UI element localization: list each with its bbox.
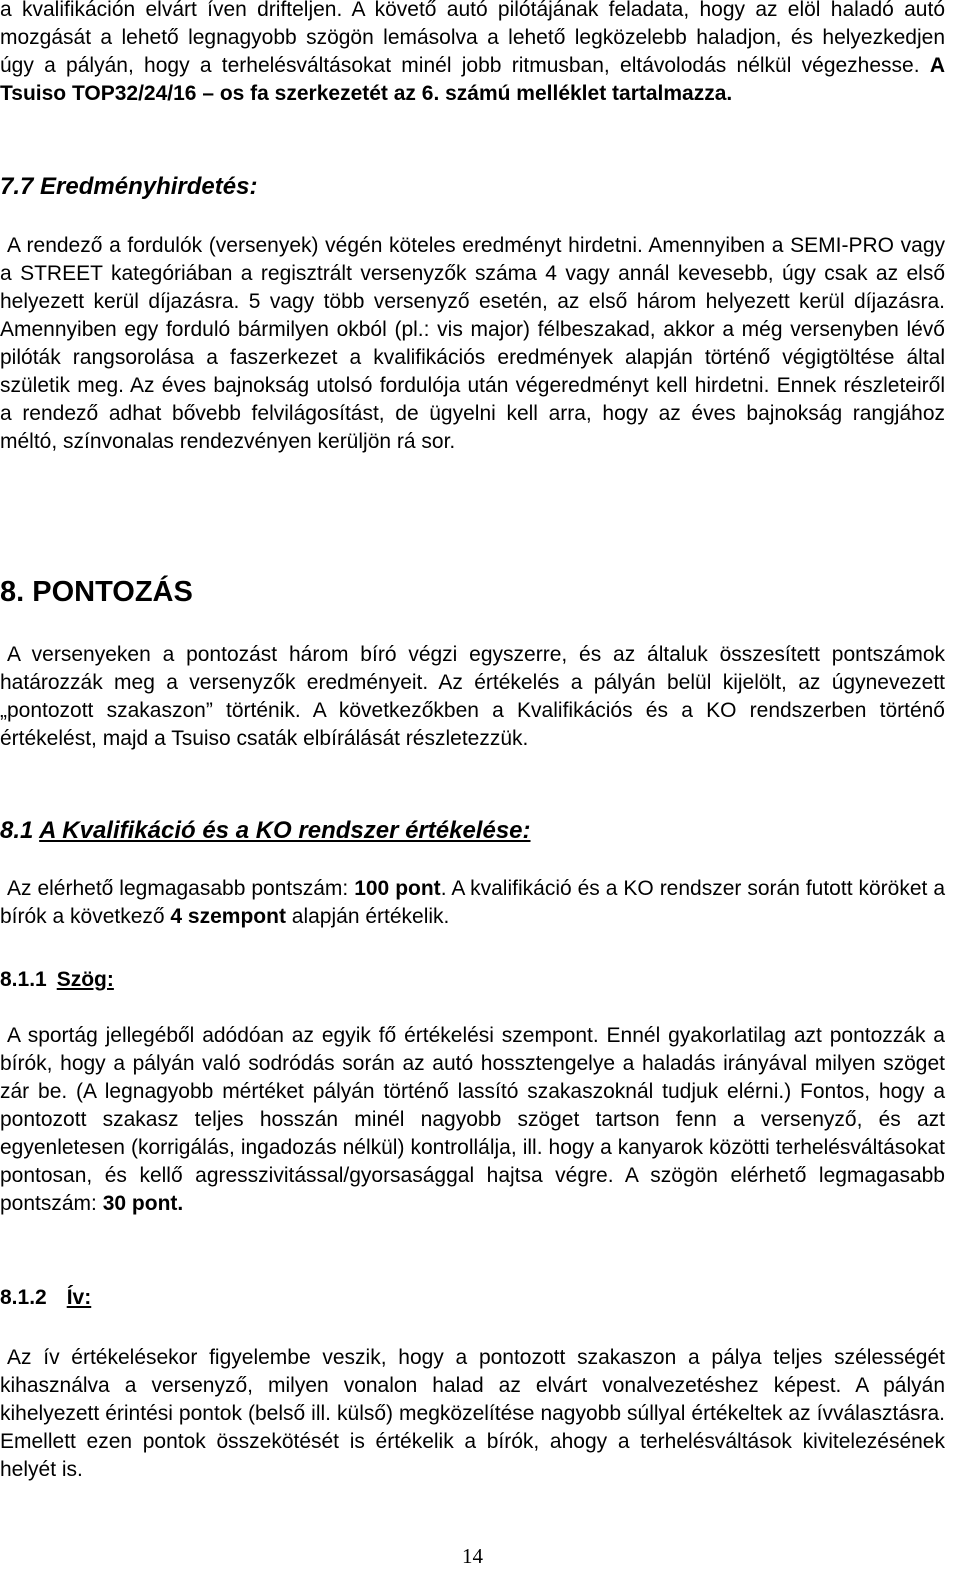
section-8-1-1-bold: 30 pont. [102,1192,184,1215]
intro-bold-text: A Tsuiso TOP32/24/16 – os fa szerkezetét az 6. számú melléklet tartalmazza. [0,54,945,105]
section-8-1-text-1: Az elérhető legmagasabb pontszám: [7,877,355,900]
section-8-1-paragraph [0,875,945,931]
intro-text: a kvalifikáción elvárt íven drifteljen. A követő autó pilótájának feladata, hogy az elöl haladó autó mozgását a lehető legnagyobb szögön lemásolva a lehető legközelebb haladjon, és helyezkedjen úgy a pályán, hogy a terhelésváltásokat minél jobb ritmusban, eltávolodás nélkül végezhesse. [0,0,945,77]
section-8-body: A versenyeken a pontozást három bíró végzi egyszerre, és az általuk összesített pontszámok határozzák meg a versenyzők eredményeit. Az értékelés a pályán belül kijelölt, az úgynevezett „pontozott szakaszon” történik. A következőkben a Kvalifikációs és a KO rendszerben történő értékelést, majd a Tsuiso csaták elbírálását részletezzük. [0,643,945,750]
section-7-7-paragraph [0,232,945,456]
section-8-1-1-paragraph [0,1022,945,1218]
section-title: Szög: [56,968,114,991]
section-title: Eredményhirdetés: [40,173,258,200]
page-number: 14 [462,1544,483,1568]
section-8-1-bold-1: 100 pont [354,877,441,900]
section-8-1-text-2: . A kvalifikáció és a KO rendszer során futott köröket a bírók a következő [0,877,945,928]
section-7-7-heading [0,172,257,202]
section-title: A Kvalifikáció és a KO rendszer értékelése: [39,817,531,844]
section-8-1-text-3: alapján értékelik. [285,905,450,928]
intro-paragraph [0,0,945,108]
section-number: 8.1.2 [0,1286,47,1309]
section-title: Ív: [66,1286,92,1309]
section-number: 8.1 [0,817,34,844]
section-number: 7.7 [0,173,34,200]
section-8-1-heading [0,816,531,846]
section-8-1-1-heading [0,966,114,994]
section-title: PONTOZÁS [32,576,193,608]
section-8-paragraph [0,641,945,753]
section-number: 8. [0,576,25,608]
section-8-1-2-heading [0,1284,91,1312]
section-8-heading [0,575,193,609]
section-8-1-2-body: Az ív értékelésekor figyelembe veszik, hogy a pontozott szakaszon a pálya teljes szélességét kihasználva a versenyző, milyen vonalon halad az elvárt vonalvezetéshez képest. A pályán kihelyezett érintési pontok (belső ill. külső) megközelítése nagyobb súllyal értékeltek az ívválasztásra. Emellett ezen pontok összekötését is értékelik a bírók, ahogy a terhelésváltások kivitelezésének helyét is. [0,1346,945,1481]
section-8-1-1-body: A sportág jellegéből adódóan az egyik fő értékelési szempont. Ennél gyakorlatilag azt pontozzák a bírók, hogy a pályán való sodródás során az autó hossztengelye a haladás irányával milyen szöget zár be. (A legnagyobb mértéket pályán történő lassító szakaszoknál tudjuk elérni.) Fontos, hogy a pontozott szakasz teljes hosszán minél nagyobb szöget tartson fenn a versenyző, és azt egyenletesen (korrigálás, ingadozás nélkül) kontrollálja, ill. hogy a kanyarok közötti terhelésváltásokat pontosan, és kellő agresszivitással/gyorsasággal hajtsa végre. A szögön elérhető legmagasabb pontszám: [0,1024,945,1215]
section-number: 8.1.1 [0,968,47,991]
section-7-7-body: A rendező a fordulók (versenyek) végén köteles eredményt hirdetni. Amennyiben a SEMI-PRO vagy a STREET kategóriában a regisztrált versenyzők száma 4 vagy annál kevesebb, úgy csak az első helyezett kerül díjazásra. 5 vagy több versenyző esetén, az első három helyezett kerül díjazásra. Amennyiben egy forduló bármilyen okból (pl.: vis major) félbeszakad, akkor a még versenyben lévő pilóták rangsorolása a faszerkezet a kvalifikációs eredmények alapján történő végigtöltése által születik meg. Az éves bajnokság utolsó fordulója után végeredményt kell hirdetni. Ennek részleteiről a rendező adhat bővebb felvilágosítást, de ügyelni kell arra, hogy az éves bajnokság rangjához méltó, színvonalas rendezvényen kerüljön rá sor. [0,234,945,453]
section-8-1-2-paragraph [0,1344,945,1484]
section-8-1-bold-2: 4 szempont [170,905,286,928]
